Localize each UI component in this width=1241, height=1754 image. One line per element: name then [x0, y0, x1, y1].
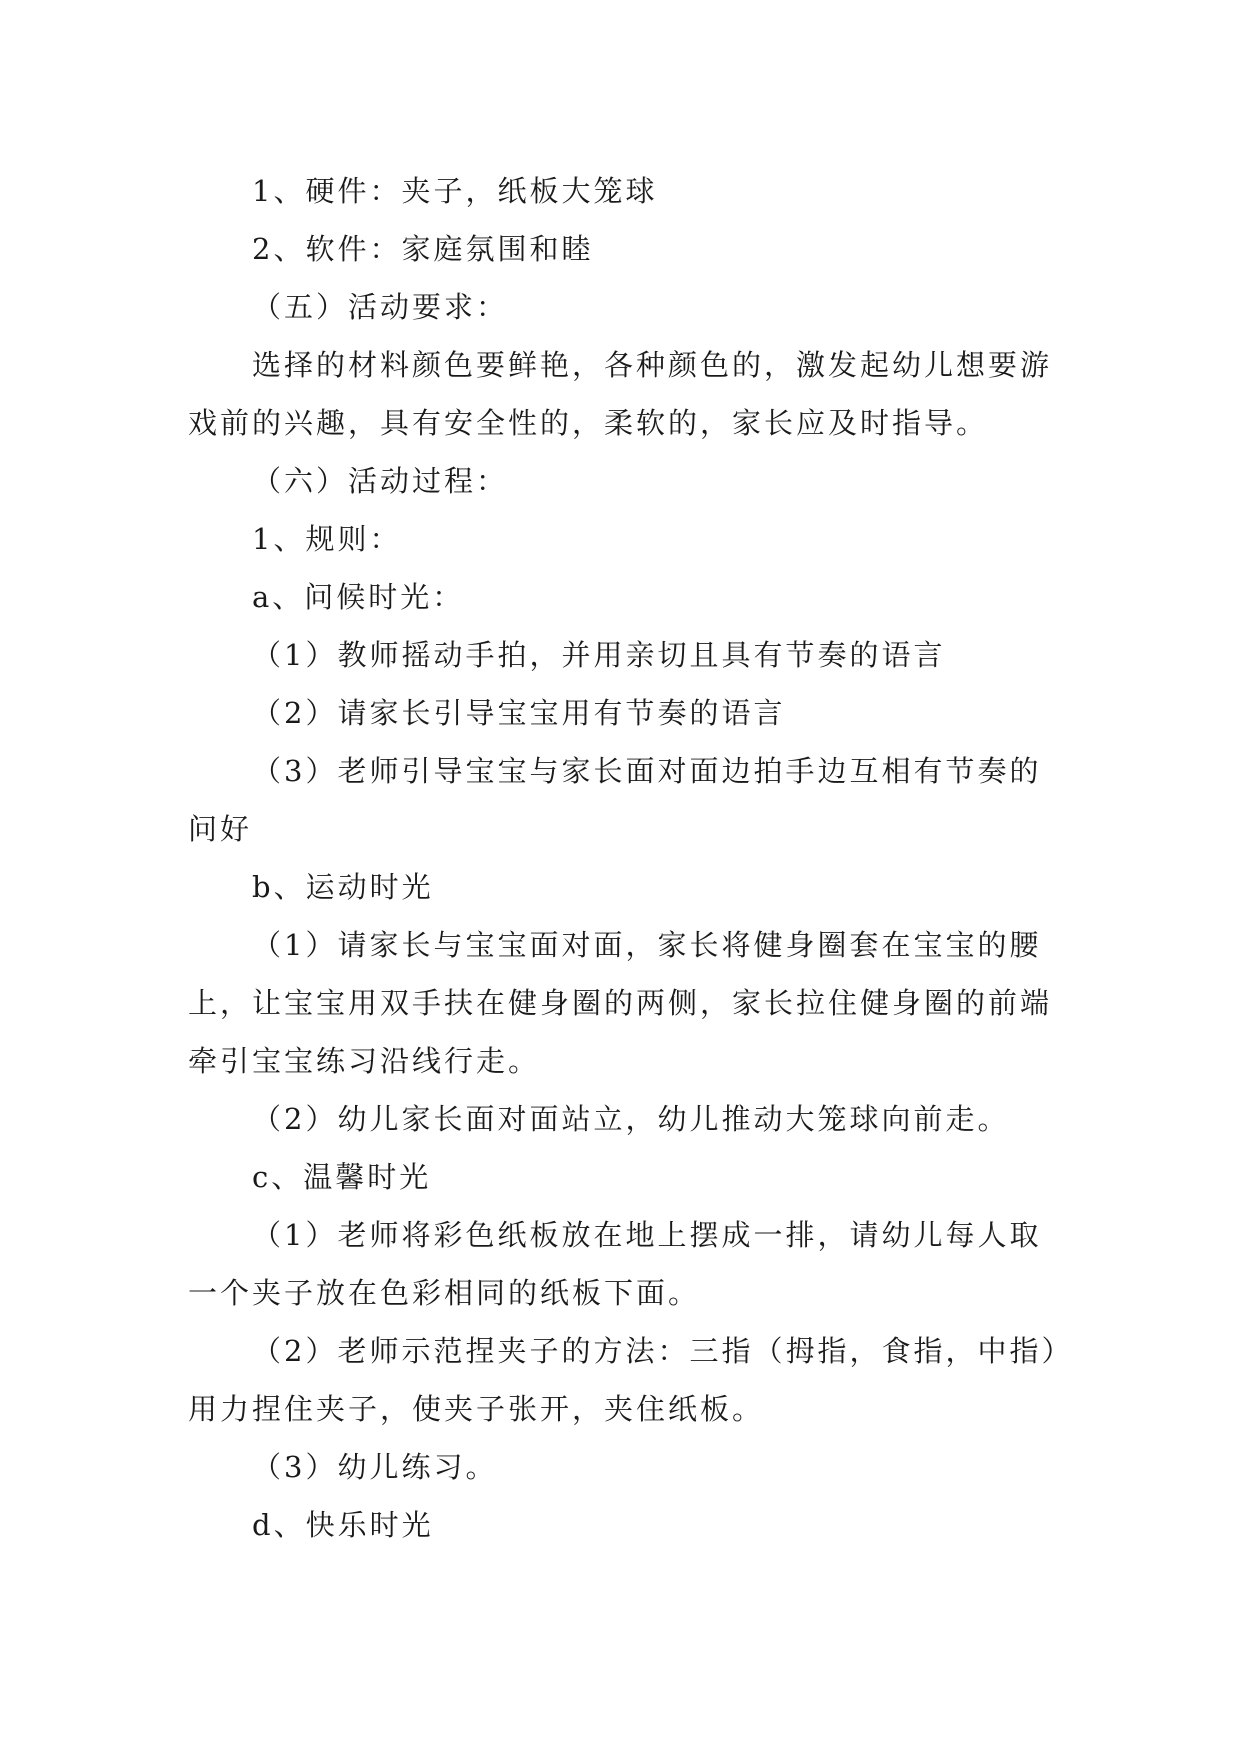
heading-activity-process: （六）活动过程：	[252, 464, 509, 498]
subheading-warm-time: c、温馨时光	[252, 1160, 432, 1194]
list-item-warm-2: （2）老师示范捏夹子的方法：三指（拇指，食指，中指）用力捏住夹子，使夹子张开，夹住纸板。	[188, 1334, 1059, 1426]
list-item-exercise-2: （2）幼儿家长面对面站立，幼儿推动大笼球向前走。	[252, 1102, 1010, 1136]
heading-activity-requirements: （五）活动要求：	[252, 290, 509, 324]
list-item-greeting-3: （3）老师引导宝宝与家长面对面边拍手边互相有节奏的问好	[188, 754, 1042, 846]
list-item-warm-1: （1）老师将彩色纸板放在地上摆成一排，请幼儿每人取一个夹子放在色彩相同的纸板下面。	[188, 1218, 1042, 1310]
subheading-greeting-time: a、问候时光：	[252, 580, 465, 614]
paragraph-software: 2、软件：家庭氛围和睦	[252, 232, 594, 266]
subheading-exercise-time: b、运动时光	[252, 870, 434, 904]
subheading-happy-time: d、快乐时光	[252, 1508, 434, 1542]
paragraph-material-requirements: 选择的材料颜色要鲜艳，各种颜色的，激发起幼儿想要游戏前的兴趣，具有安全性的，柔软的，家长应及时指导。	[188, 348, 1053, 440]
list-item-warm-3: （3）幼儿练习。	[252, 1450, 498, 1484]
document-body	[188, 162, 1068, 1554]
paragraph-rules: 1、规则：	[252, 522, 402, 556]
paragraph-hardware: 1、硬件：夹子，纸板大笼球	[252, 174, 658, 208]
list-item-greeting-1: （1）教师摇动手拍，并用亲切且具有节奏的语言	[252, 638, 946, 672]
list-item-greeting-2: （2）请家长引导宝宝用有节奏的语言	[252, 696, 786, 730]
list-item-exercise-1: （1）请家长与宝宝面对面，家长将健身圈套在宝宝的腰上，让宝宝用双手扶在健身圈的两侧，家长拉住健身圈的前端牵引宝宝练习沿线行走。	[188, 928, 1053, 1078]
